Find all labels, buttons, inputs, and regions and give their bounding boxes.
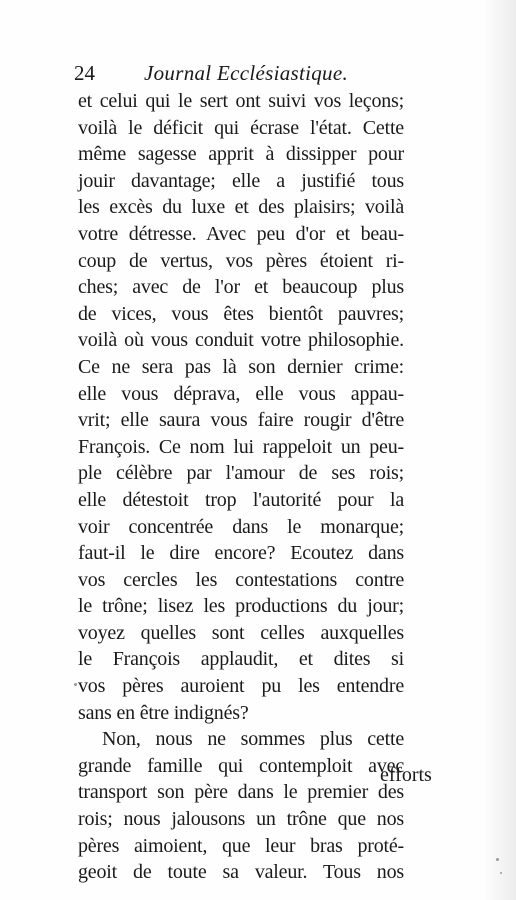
text-line: voilà où vous conduit votre philosophie. — [78, 329, 404, 352]
text-line: voir concentrée dans le monarque; — [78, 515, 404, 538]
text-line: même sagesse apprit à dissipper pour — [78, 143, 404, 166]
text-line: pères aimoient, que leur bras proté- — [78, 834, 404, 857]
text-line: de vices, vous êtes bientôt pauvres; — [78, 302, 404, 325]
text-line: coup de vertus, vos pères étoient ri- — [78, 249, 404, 272]
text-line: et celui qui le sert ont suivi vos leçons; — [78, 90, 404, 112]
text-line: vos cercles les contestations contre — [78, 568, 404, 591]
text-line: elle détestoit trop l'autorité pour la — [78, 488, 404, 511]
text-line: les excès du luxe et des plaisirs; voilà — [78, 196, 404, 219]
text-line: votre détresse. Avec peu d'or et beau- — [78, 222, 404, 245]
page-edge-shadow — [482, 0, 516, 900]
text-line: transport son père dans le premier des — [78, 781, 404, 804]
text-line: sans en être indignés? — [78, 701, 249, 724]
catchword: efforts — [380, 764, 432, 786]
running-title: Journal Ecclésiastique. — [144, 61, 349, 85]
text-line: le François applaudit, et dites si — [78, 648, 404, 671]
text-line: geoit de toute sa valeur. Tous nos — [78, 861, 404, 884]
text-line: le trône; lisez les productions du jour; — [78, 595, 404, 618]
ink-speck — [500, 872, 502, 874]
text-line: vos pères auroient pu les entendre — [78, 675, 404, 698]
page-header — [74, 58, 404, 88]
text-line: jouir davantage; elle a justifié tous — [78, 169, 404, 192]
text-line: François. Ce nom lui rappeloit un peu- — [78, 435, 404, 458]
text-line: faut-il le dire encore? Ecoutez dans — [78, 542, 404, 565]
text-line: voilà le déficit qui écrase l'état. Cette — [78, 116, 404, 139]
text-line: ches; avec de l'or et beaucoup plus — [78, 276, 404, 299]
body-text — [78, 88, 404, 886]
text-line: rois; nous jalousons un trône que nos — [78, 808, 404, 831]
text-line: vrit; elle saura vous faire rougir d'être — [78, 409, 404, 432]
paragraph-start-line: Non, nous ne sommes plus cette — [102, 728, 404, 751]
ink-speck — [496, 858, 499, 861]
text-line: elle vous déprava, elle vous appau- — [78, 382, 404, 405]
text-line: Ce ne sera pas là son dernier crime: — [78, 355, 404, 378]
ink-speck — [74, 683, 77, 686]
text-line: ple célèbre par l'amour de ses rois; — [78, 462, 404, 485]
text-line: voyez quelles sont celles auxquelles — [78, 621, 404, 644]
text-line: grande famille qui contemploit avec — [78, 754, 404, 777]
page-number: 24 — [74, 61, 95, 85]
